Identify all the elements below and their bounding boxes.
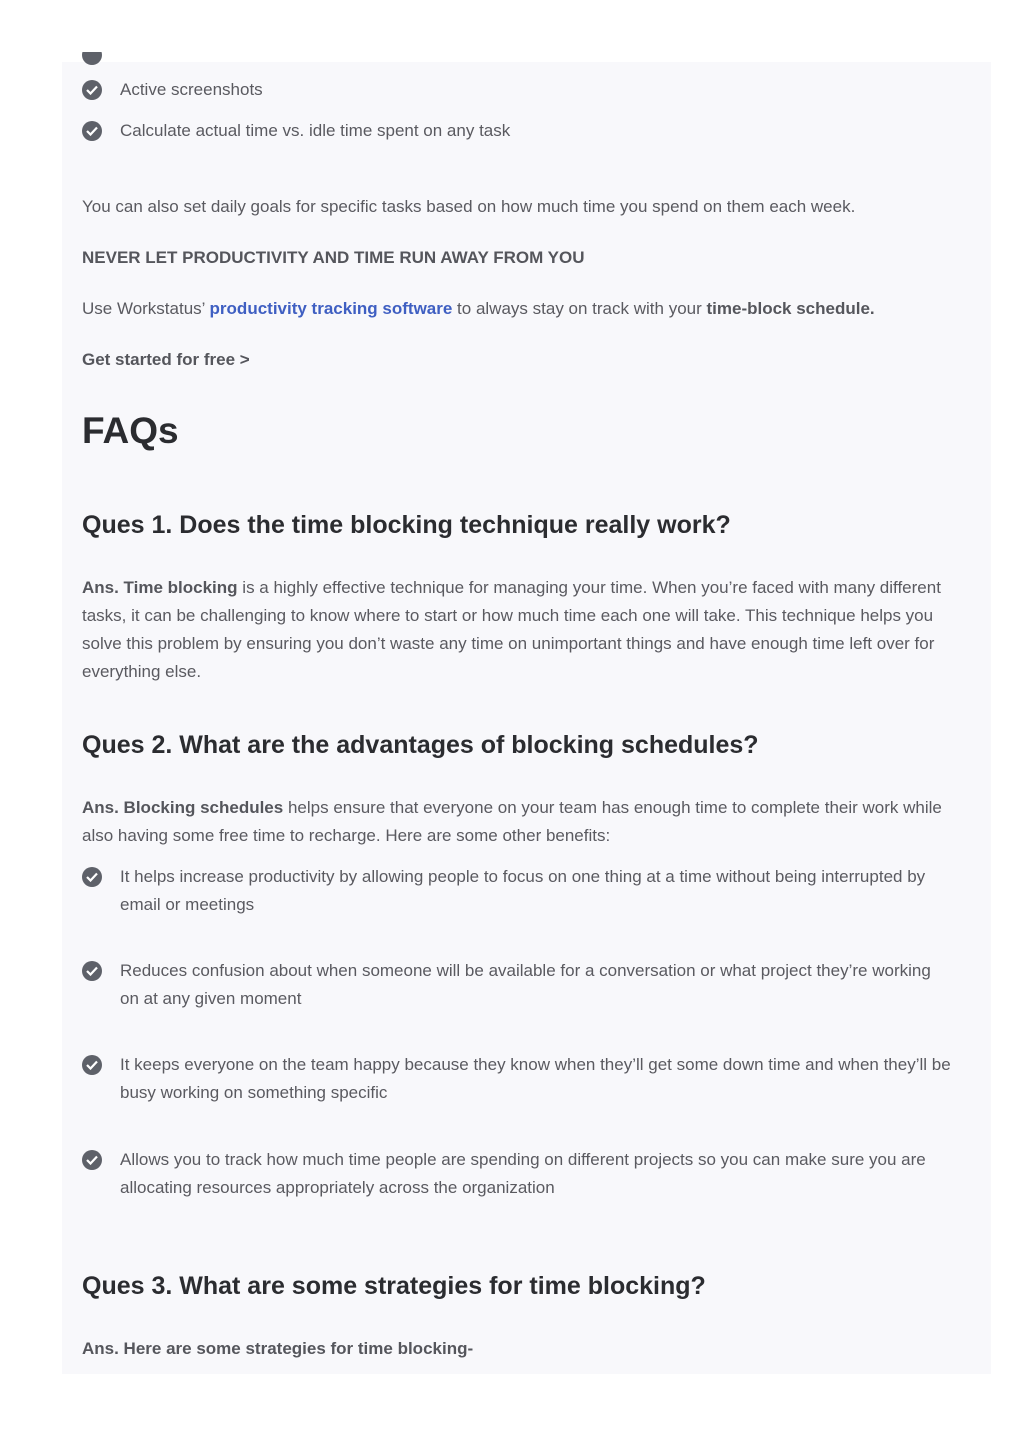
answer-1 [82, 574, 941, 686]
question-2: Ques 2. What are the advantages of blocking schedules? [82, 731, 759, 759]
benefit-line-1: Allows you to track how much time people are spending on different projects so you can make sure you are [120, 1150, 926, 1169]
benefit-line-1: It keeps everyone on the team happy because they know when they’ll get some down time and when they’ll be [120, 1055, 951, 1074]
answer-1-line-4: everything else. [82, 662, 202, 681]
answer-1-line-3: solve this problem by ensuring you don’t waste any time on unimportant things and have enough time left over for [82, 634, 935, 653]
benefit-item [82, 863, 925, 919]
benefit-line-1: Reduces confusion about when someone will be available for a conversation or what project they’re working [120, 961, 931, 980]
cta-prefix: Use Workstatus’ [82, 299, 210, 318]
question-3: Ques 3. What are some strategies for time blocking? [82, 1272, 706, 1300]
answer-1-line-1: is a highly effective technique for managing your time. When you’re faced with many different [237, 578, 941, 597]
benefit-line-2: on at any given moment [120, 989, 302, 1008]
faq-title: FAQs [82, 410, 179, 451]
list-item [82, 76, 263, 104]
benefit-line-2: email or meetings [120, 895, 255, 914]
productivity-tracking-link[interactable]: productivity tracking software [209, 299, 453, 318]
cta-bold: time-block schedule. [706, 299, 875, 318]
get-started-link[interactable]: Get started for free > [82, 350, 250, 369]
benefit-item [82, 1051, 951, 1107]
answer-2-line-1: helps ensure that everyone on your team has enough time to complete their work while [283, 798, 942, 817]
cta-paragraph [82, 295, 875, 323]
answer-1-bold: Ans. Time blocking [82, 578, 238, 597]
check-icon [82, 121, 102, 141]
answer-3: Ans. Here are some strategies for time blocking- [82, 1339, 474, 1358]
benefit-line-2: allocating resources appropriately across the organization [120, 1178, 555, 1197]
question-1: Ques 1. Does the time blocking technique really work? [82, 511, 731, 539]
goals-paragraph: You can also set daily goals for specific tasks based on how much time you spend on them each week. [82, 197, 856, 216]
check-icon [82, 1150, 102, 1170]
answer-2-bold: Ans. Blocking schedules [82, 798, 284, 817]
check-icon [82, 867, 102, 887]
benefit-item [82, 1146, 926, 1202]
check-icon [82, 961, 102, 981]
scroll-clip [62, 0, 162, 52]
answer-1-line-2: tasks, it can be challenging to know where to start or how much time each one will take. This technique helps you [82, 606, 934, 625]
cta-heading: NEVER LET PRODUCTIVITY AND TIME RUN AWAY FROM YOU [82, 248, 585, 267]
benefit-line-1: It helps increase productivity by allowing people to focus on one thing at a time without being interrupted by [120, 867, 926, 886]
list-item [82, 117, 510, 145]
benefit-line-2: busy working on something specific [120, 1083, 388, 1102]
check-icon [82, 1055, 102, 1075]
answer-2-line-2: also having some free time to recharge. Here are some other benefits: [82, 826, 611, 845]
cta-middle: to always stay on track with your [452, 299, 707, 318]
list-item-text: Active screenshots [120, 80, 263, 99]
check-icon [82, 80, 102, 100]
answer-2 [82, 794, 942, 850]
list-item-text: Calculate actual time vs. idle time spent on any task [120, 121, 511, 140]
benefit-item [82, 957, 931, 1013]
